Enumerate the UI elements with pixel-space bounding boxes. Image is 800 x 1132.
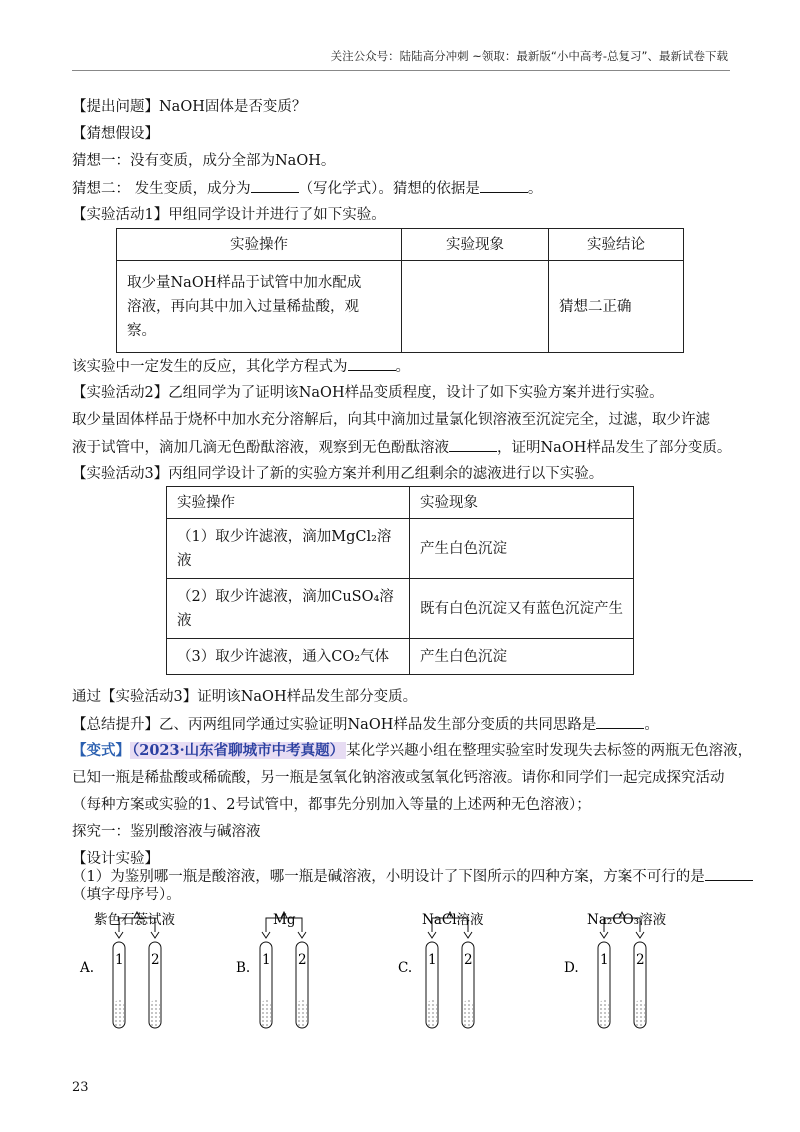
- table2-op-cell: [167, 579, 410, 639]
- summary-text: 【总结提升】乙、丙两组同学通过实验证明NaOH样品发生部分变质的共同思路是: [72, 717, 597, 733]
- variant-text-2: 已知一瓶是稀盐酸或稀硫酸，另一瓶是氢氧化钠溶液或氢氧化钙溶液。请你和同学们一起完成探究活动: [72, 770, 725, 786]
- variant-line: [72, 741, 752, 761]
- op-line: 液: [177, 552, 192, 569]
- activity-1-intro: 【实验活动1】甲组同学设计并进行了如下实验。: [72, 207, 386, 223]
- exam-source-tag: （2023·山东省聊城市中考真题）: [132, 742, 345, 759]
- table2-op-cell: [167, 519, 410, 579]
- option-d-letter: D.: [564, 960, 579, 976]
- option-a-diagram: [79, 911, 175, 1028]
- option-c-letter: C.: [398, 960, 413, 976]
- table1-header-conclusion: 实验结论: [549, 229, 684, 261]
- design-heading: 【设计实验】: [72, 851, 159, 867]
- summary-line: [72, 714, 659, 735]
- variant-tag: 【变式】: [72, 742, 130, 759]
- experiment-table-1: [116, 228, 684, 353]
- equation-prompt: [72, 356, 410, 377]
- tube-1-label: 1: [115, 952, 124, 968]
- equation-text: 该实验中一定发生的反应，其化学方程式为: [72, 359, 348, 375]
- activity-3-intro: 【实验活动3】丙组同学设计了新的实验方案并利用乙组剩余的滤液进行以下实验。: [72, 466, 604, 482]
- table1-op-line: 溶液，再向其中加入过量稀盐酸，观: [127, 298, 359, 315]
- answer-blank: [348, 356, 396, 371]
- op-line: （3）取少许滤液，通入CO₂气体: [177, 648, 390, 665]
- op-line: （2）取少许滤液，滴加CuSO₄溶: [177, 588, 394, 605]
- punct: 。: [644, 717, 659, 733]
- op-line: 液: [177, 612, 192, 629]
- table1-header-phenomenon: 实验现象: [402, 229, 549, 261]
- question-line: 【提出问题】NaOH固体是否变质？: [72, 99, 307, 115]
- table1-op-line: 取少量NaOH样品于试管中加水配成: [127, 274, 362, 291]
- table2-header-phenomenon: 实验现象: [410, 487, 634, 519]
- header-divider: [72, 70, 730, 71]
- hypothesis-2: [72, 178, 542, 199]
- table1-op-cell: [117, 261, 402, 353]
- table2-op-cell: [167, 639, 410, 675]
- tube-1-label: 1: [428, 952, 437, 968]
- op-line: （1）取少许滤液，滴加MgCl₂溶: [177, 528, 392, 545]
- variant-text-3: （每种方案或实验的1、2号试管中，都事先分别加入等量的上述两种无色溶液）；: [72, 797, 591, 813]
- table1-op-line: 察。: [127, 322, 156, 339]
- table2-phenomenon-cell: 既有白色沉淀又有蓝色沉淀产生: [410, 579, 634, 639]
- test-tube-diagrams: [0, 900, 800, 1040]
- tube-1-label: 1: [600, 952, 609, 968]
- activity-3-result: 通过【实验活动3】证明该NaOH样品发生部分变质。: [72, 689, 418, 705]
- tube-2-label: 2: [636, 952, 645, 968]
- question-1-note: （填字母序号）。: [72, 887, 181, 903]
- option-c-diagram: [398, 911, 484, 1028]
- question-1: [72, 866, 753, 887]
- option-a-reagent: 紫色石蕊试液: [94, 912, 175, 928]
- hypothesis-2-text-b: （写化学式）。猜想的依据是: [298, 181, 480, 197]
- table1-header-op: 实验操作: [117, 229, 402, 261]
- table1-conclusion-cell: 猜想二正确: [549, 261, 684, 353]
- tube-2-label: 2: [151, 952, 160, 968]
- table2-phenomenon-cell: 产生白色沉淀: [410, 519, 634, 579]
- hypothesis-1: 猜想一：没有变质，成分全部为NaOH。: [72, 153, 336, 169]
- experiment-table-2: [166, 486, 634, 675]
- page-header: 关注公众号：陆陆高分冲刺 ~领取：最新版“小中高考-总复习”、最新试卷下载: [330, 49, 728, 63]
- activity-2-intro: 【实验活动2】乙组同学为了证明该NaOH样品变质程度，设计了如下实验方案并进行实验。: [72, 385, 664, 401]
- tube-1-label: 1: [262, 952, 271, 968]
- punct: 。: [527, 181, 543, 197]
- question-1-text: （1）为鉴别哪一瓶是酸溶液，哪一瓶是碱溶液，小明设计了下图所示的四种方案，方案不可行的是: [72, 869, 705, 885]
- activity-2-text: 取少量固体样品于烧杯中加水充分溶解后，向其中滴加过量氯化钡溶液至沉淀完全，过滤，取少许滤: [72, 412, 710, 428]
- activity-2-text-b: ，证明NaOH样品发生了部分变质。: [497, 440, 732, 456]
- table1-phenomenon-cell: [402, 261, 549, 353]
- answer-blank: [596, 714, 644, 729]
- option-d-diagram: [564, 911, 667, 1028]
- inquiry-1-heading: 探究一：鉴别酸溶液与碱溶液: [72, 824, 261, 840]
- answer-blank: [251, 178, 299, 193]
- page-number: 23: [72, 1080, 89, 1095]
- variant-text: 某化学兴趣小组在整理实验室时发现失去标签的两瓶无色溶液，: [346, 743, 753, 759]
- answer-blank: [480, 178, 528, 193]
- option-b-reagent: Mg: [273, 912, 296, 928]
- answer-blank: [705, 866, 753, 881]
- option-d-reagent: Na₂CO₃溶液: [587, 912, 667, 928]
- activity-2-text-a: 液于试管中，滴加几滴无色酚酞溶液，观察到无色酚酞溶液: [72, 440, 449, 456]
- activity-2-text-2: [72, 437, 731, 458]
- hypothesis-2-text: 猜想二： 发生变质，成分为: [72, 181, 251, 197]
- option-b-letter: B.: [236, 960, 251, 976]
- table2-header-op: 实验操作: [167, 487, 410, 519]
- answer-blank: [449, 437, 497, 452]
- hypothesis-heading: 【猜想假设】: [72, 126, 159, 142]
- option-b-diagram: [236, 912, 308, 1028]
- tube-2-label: 2: [298, 952, 307, 968]
- tube-2-label: 2: [464, 952, 473, 968]
- option-c-reagent: NaCl溶液: [422, 912, 484, 928]
- table2-phenomenon-cell: 产生白色沉淀: [410, 639, 634, 675]
- option-a-letter: A.: [80, 960, 95, 976]
- punct: 。: [395, 359, 410, 375]
